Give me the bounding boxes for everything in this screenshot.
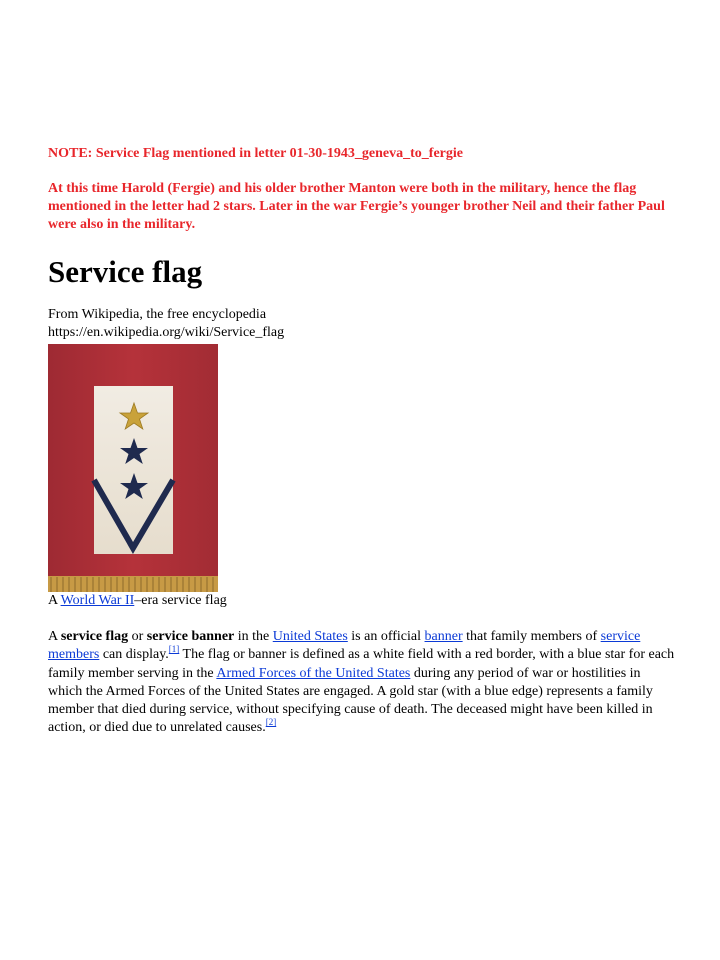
armed-forces-link[interactable]: Armed Forces of the United States [216, 665, 411, 681]
body-bold-term: service flag [60, 629, 129, 644]
body-text: can display. [99, 647, 169, 663]
article-title: Service flag [48, 254, 203, 289]
reference-1-link[interactable]: [1] [168, 644, 180, 655]
body-text: or [128, 629, 147, 644]
body-text: during any period of war or hostilities in which the Armed Forces of the United States are engaged. A gold star (with a blue edge) represents a family member that died during service, without specifying cause of death. The deceased might have been killed in action, or died due to unrelated causes. [48, 665, 653, 736]
figure-caption [48, 592, 688, 610]
world-war-ii-link[interactable]: World War II [60, 593, 135, 608]
body-text: The flag or banner is defined as a white field with a red border, with a blue star for each family member serving in the [48, 647, 675, 681]
article-source: From Wikipedia, the free encyclopedia [48, 307, 267, 322]
body-text: that family members of [462, 629, 601, 644]
service-flag-illustration [48, 344, 218, 592]
body-bold-term: service banner [146, 629, 235, 644]
united-states-link[interactable]: United States [272, 629, 348, 644]
document-page [48, 145, 688, 738]
flag-fringe [48, 576, 218, 592]
note-paragraph: At this time Harold (Fergie) and his older brother Manton were both in the military, hence the flag mentioned in the letter had 2 stars. Later in the war Fergie’s younger brother Neil and their father Paul were also in the military. [48, 181, 665, 232]
caption-prefix: A [48, 593, 61, 608]
service-flag-image [48, 344, 218, 592]
body-text: A [48, 629, 61, 644]
body-text: is an official [347, 629, 425, 644]
caption-suffix: –era service flag [134, 593, 227, 608]
reference-2-link[interactable]: [2] [265, 717, 277, 728]
article-meta [48, 306, 688, 342]
banner-link[interactable]: banner [424, 629, 463, 644]
article-body [48, 628, 678, 738]
body-text: in the [234, 629, 273, 644]
note-heading: NOTE: Service Flag mentioned in letter 01-30-1943_geneva_to_fergie [48, 146, 463, 161]
service-members-link[interactable]: service members [48, 629, 641, 663]
article-url: https://en.wikipedia.org/wiki/Service_flag [48, 325, 285, 340]
